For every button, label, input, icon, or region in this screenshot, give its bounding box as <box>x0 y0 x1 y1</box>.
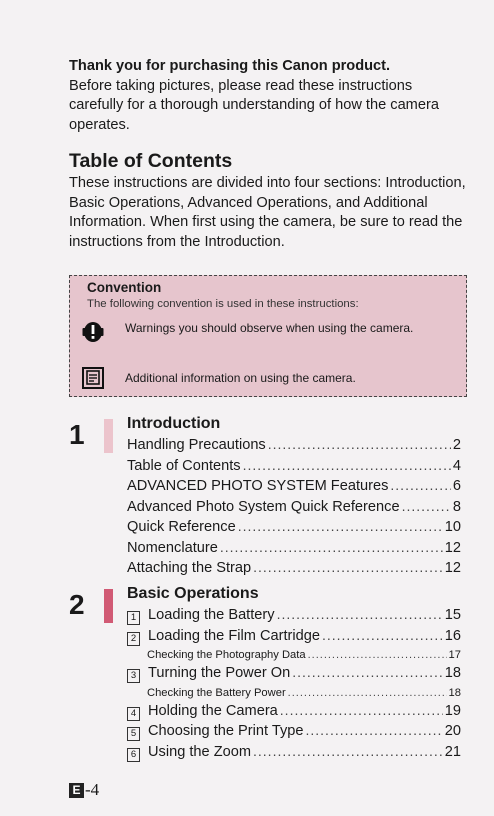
toc-entry[interactable]: 3 Turning the Power On ..... 18 <box>127 662 461 683</box>
toc-description: These instructions are divided into four sections: Introduction, Basic Operations, Advanced Operations, and Additional Information. When first using the camera, be sure to read the instructions from the Introduction. <box>69 175 466 250</box>
toc-entry[interactable]: 2 Loading the Film Cartridge ..... 16 <box>127 625 461 646</box>
intro-lead: Thank you for purchasing this Canon product. <box>69 58 391 74</box>
toc-entry[interactable]: Quick Reference ..... 10 <box>127 516 461 537</box>
page-number: -4 <box>85 780 100 799</box>
toc-entry[interactable]: 6 Using the Zoom ..... 21 <box>127 741 461 762</box>
toc-entry[interactable]: Nomenclature ..... 12 <box>127 537 461 558</box>
memo-icon <box>81 366 105 390</box>
step-number: 3 <box>127 669 140 683</box>
toc-entry[interactable]: ADVANCED PHOTO SYSTEM Features ..... 6 <box>127 475 461 496</box>
section-1-entries <box>127 434 461 578</box>
language-badge: E <box>69 783 84 798</box>
toc-subentry[interactable]: Checking the Battery Power ..... 18 <box>127 683 461 700</box>
section-2-entries <box>127 604 461 761</box>
toc-entry[interactable]: 4 Holding the Camera ..... 19 <box>127 700 461 721</box>
step-number: 2 <box>127 632 140 646</box>
convention-description: The following convention is used in these instructions: <box>87 298 359 310</box>
warning-icon <box>81 320 105 344</box>
section-1-color-bar <box>104 419 113 453</box>
toc-entry[interactable]: 1 Loading the Battery ..... 15 <box>127 604 461 625</box>
convention-box <box>69 275 467 397</box>
intro-paragraph <box>69 57 469 135</box>
convention-item-warning <box>81 320 415 344</box>
toc-subentry[interactable]: Checking the Photography Data ..... 17 <box>127 645 461 662</box>
convention-memo-text: Additional information on using the camera. <box>125 371 356 385</box>
toc-entry[interactable]: Advanced Photo System Quick Reference ..... 8 <box>127 496 461 517</box>
step-number: 6 <box>127 748 140 762</box>
page-footer <box>69 780 99 800</box>
step-number: 1 <box>127 611 140 625</box>
convention-warning-text: Warnings you should observe when using the camera. <box>125 321 414 335</box>
convention-title: Convention <box>87 280 162 295</box>
toc-entry[interactable]: Table of Contents ..... 4 <box>127 455 461 476</box>
intro-body: Before taking pictures, please read these instructions carefully for a thorough understanding of how the camera operates. <box>69 77 439 133</box>
toc-title: Table of Contents <box>69 150 233 172</box>
section-2-title: Basic Operations <box>127 585 259 602</box>
section-2-color-bar <box>104 589 113 623</box>
toc-entry[interactable]: 5 Choosing the Print Type ..... 20 <box>127 720 461 741</box>
section-1-title: Introduction <box>127 415 221 432</box>
step-number: 4 <box>127 707 140 721</box>
section-2-number: 2 <box>69 589 85 620</box>
convention-item-memo <box>81 366 415 390</box>
section-1-number: 1 <box>69 419 85 450</box>
toc-entry[interactable]: Handling Precautions ..... 2 <box>127 434 461 455</box>
step-number: 5 <box>127 727 140 741</box>
toc-entry[interactable]: Attaching the Strap ..... 12 <box>127 557 461 578</box>
